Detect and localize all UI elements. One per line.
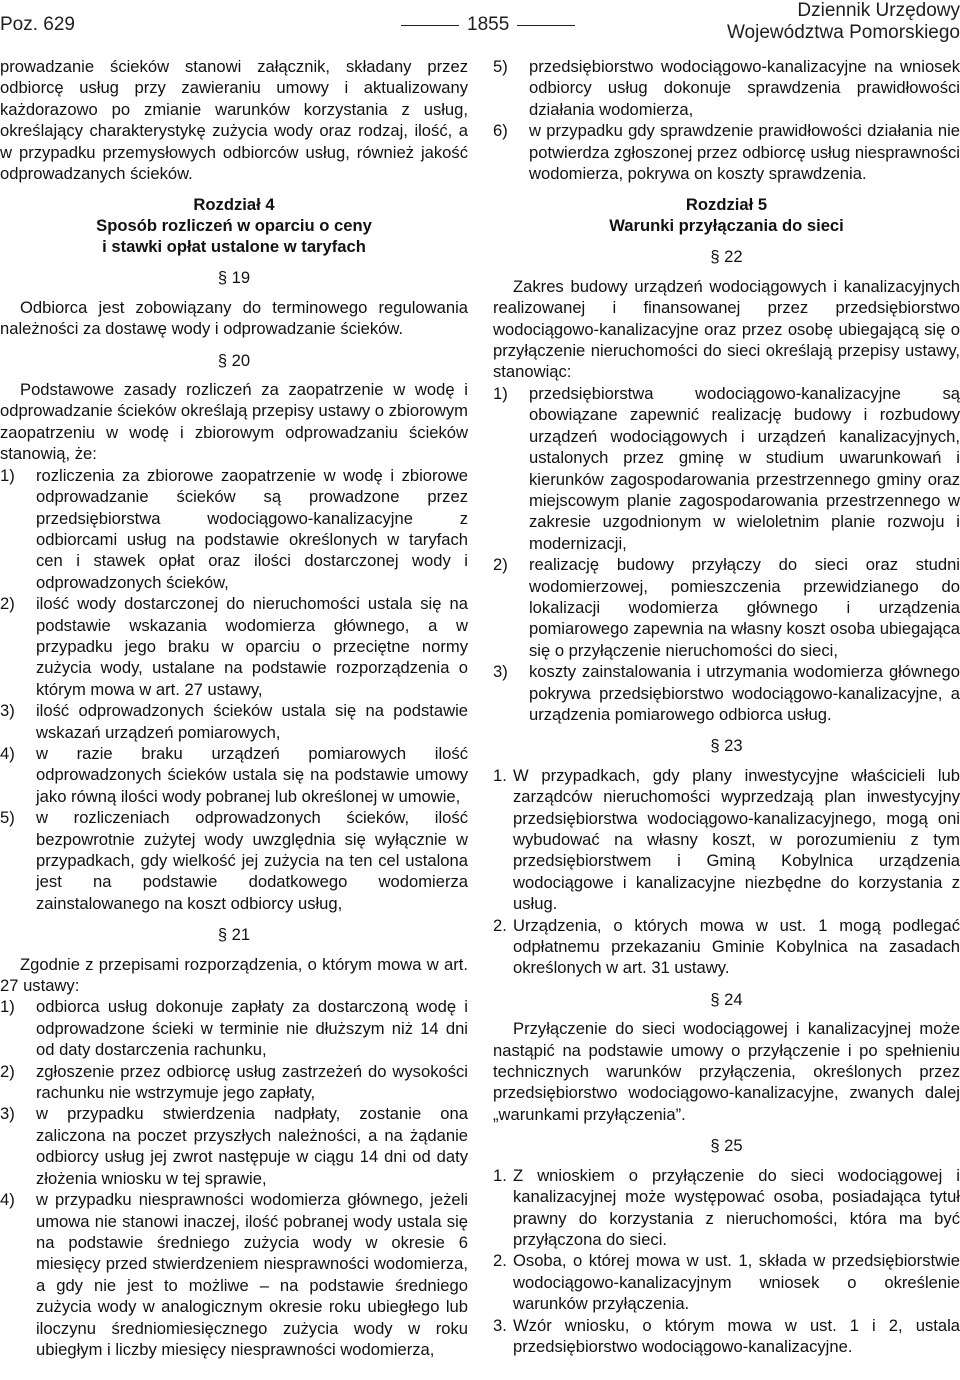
list-item: 4) w przypadku niesprawności wodomierza głównego, jeżeli umowa nie stanowi inaczej, ilość pobranej wody ustala się na podstawie średniego zużycia wody w okresie 6 miesięcy przed stwierdzeniem niesprawności wodomierza, a gdy nie jest to możliwe – na podstawie średniego zużycia wody w analogicznym okresie roku ubiegłego lub iloczynu średniomiesięcznego zużycia wody w roku ubiegłym i liczby miesięcy niesprawności wodomierza, (0, 1190, 468, 1359)
section-25-heading: § 25 (710, 1136, 743, 1156)
list-item: 3) koszty zainstalowania i utrzymania wodomierza głównego pokrywa przedsiębiorstwo wodociągowo-kanalizacyjne, a urządzenia pomiarowego odbiorca usług. (493, 662, 960, 724)
list-item: 3) ilość odprowadzonych ścieków ustala się na podstawie wskazań urządzeń pomiarowych, (0, 701, 468, 742)
section-22-heading: § 22 (710, 247, 743, 267)
list-item: 2) ilość wody dostarczonej do nieruchomości ustala się na podstawie wskazania wodomierza głównego, a w przypadku jego braku w oparciu o przeciętne normy zużycia wody, ustalane na podstawie rozporządzenia o którym mowa w art. 27 ustawy, (0, 594, 468, 699)
section-23-list (493, 765, 960, 979)
list-item: 1) rozliczenia za zbiorowe zaopatrzenie w wodę i zbiorowe odprowadzanie ścieków są prowadzone przez przedsiębiorstwa wodociągowo-kanalizacyjne z odbiorcami usług na podstawie określonych w taryfach cen i stawek opłat oraz ilości dostarczonej wody i odprowadzonych ścieków, (0, 465, 468, 592)
page-number-rule-right (517, 25, 575, 26)
section-20-list (0, 465, 468, 915)
section-24-heading: § 24 (710, 989, 743, 1009)
list-item: 3) w przypadku stwierdzenia nadpłaty, zostanie ona zaliczona na poczet przyszłych należności, a na żądanie odbiorcy usług jej zwrot następuje w ciągu 14 dni od daty złożenia wniosku w tej sprawie, (0, 1104, 468, 1188)
section-24-text: Przyłączenie do sieci wodociągowej i kanalizacyjnej może nastąpić na podstawie umowy o przyłączenie i po spełnieniu technicznych warunków przyłączenia, określonych przez przedsiębiorstwo wodociągowo-kanalizacyjne, zwanych dalej „warunkami przyłączenia”. (493, 1019, 960, 1124)
intro-paragraph: prowadzanie ścieków stanowi załącznik, składany przez odbiorcę usług przy zawieraniu umowy i aktualizowany każdorazowo po zmianie warunków korzystania z usług, określający charakterystykę zużycia wody oraz rodzaj, ilość, a w przypadku przemysłowych odbiorców usług, również jakość odprowadzanych ścieków. (0, 57, 468, 184)
list-item: 2) realizację budowy przyłączy do sieci oraz studni wodomierzowej, pomieszczenia przewidzianego do lokalizacji wodomierza głównego i urządzenia pomiarowego zapewnia na własny koszt osoba ubiegająca się o przyłączenie nieruchomości do sieci, (493, 555, 960, 660)
left-column (0, 56, 468, 1360)
right-column (493, 56, 960, 1357)
section-23-heading: § 23 (710, 736, 743, 756)
list-item: 1) przedsiębiorstwa wodociągowo-kanalizacyjne są obowiązane zapewnić realizację budowy i rozbudowy urządzeń wodociągowych i urządzeń kanalizacyjnych, ustalonych przez gminę w studium uwarunkowań i kierunków zagospodarowania przestrzennego gminy oraz miejscowym planie zagospodarowania przestrzennego w zakresie uzgodnionym w wieloletnim planie rozwoju i modernizacji, (493, 383, 960, 553)
list-item: 2. Urządzenia, o których mowa w ust. 1 mogą podlegać odpłatnemu przekazaniu Gminie Kobylnica na zasadach określonych w art. 31 ustawy. (493, 915, 960, 978)
journal-title-line1: Dziennik Urzędowy (797, 0, 960, 21)
section-21-list (0, 996, 468, 1360)
section-20-heading: § 20 (217, 350, 251, 370)
list-item: 3. Wzór wniosku, o którym mowa w ust. 1 i 2, ustala przedsiębiorstwo wodociągowo-kanalizacyjne. (493, 1315, 960, 1356)
list-item: 6) w przypadku gdy sprawdzenie prawidłowości działania nie potwierdza zgłoszonej przez odbiorcę usług niesprawności wodomierza, pokrywa on koszty sprawdzenia. (493, 121, 960, 184)
list-item: 1. Z wnioskiem o przyłączenie do sieci wodociągowej i kanalizacyjnej może występować osoba, posiadająca tytuł prawny do korzystania z nieruchomości, która ma być przyłączona do sieci. (493, 1165, 960, 1249)
section-22-text: Zakres budowy urządzeń wodociągowych i kanalizacyjnych realizowanej i finansowanej przez przedsiębiorstwo wodociągowo-kanalizacyjne oraz przez osobę ubiegającą się o przyłączenie nieruchomości do sieci określają przepisy ustawy, stanowiąc: (493, 276, 960, 382)
list-item: 5) przedsiębiorstwo wodociągowo-kanalizacyjne na wniosek odbiorcy usług dokonuje sprawdzenia prawidłowości działania wodomierza, (493, 57, 960, 119)
list-item: 5) w rozliczeniach odprowadzonych ścieków, ilość bezpowrotnie zużytej wody uwzględnia się wyłącznie w przypadkach, gdy wielkość jej zużycia na ten cel ustalona jest na podstawie dodatkowego wodomierza zainstalowanego na koszt odbiorcy usług, (0, 808, 468, 913)
chapter-4-subtitle-line1: Sposób rozliczeń w oparciu o ceny (96, 216, 372, 236)
chapter-5-title: Rozdział 5 (685, 195, 768, 215)
page-header (0, 0, 960, 46)
page-number-rule-left (401, 25, 459, 26)
chapter-4-heading (0, 194, 468, 257)
chapter-4-title: Rozdział 4 (193, 195, 275, 215)
chapter-5-heading (493, 194, 960, 236)
journal-title-line2: Województwa Pomorskiego (726, 22, 960, 43)
list-item: 1) odbiorca usług dokonuje zapłaty za dostarczoną wodę i odprowadzone ścieki w terminie nie dłuższym niż 14 dni od daty dostarczenia rachunku, (0, 997, 468, 1060)
chapter-5-subtitle: Warunki przyłączania do sieci (609, 216, 844, 236)
list-item: 4) w razie braku urządzeń pomiarowych ilość odprowadzonych ścieków ustala się na podstawie umowy jako równą ilości wody pobranej lub określonej w umowie, (0, 743, 468, 806)
section-19-heading: § 19 (217, 268, 251, 288)
section-19-text: Odbiorca jest zobowiązany do terminowego regulowania należności za dostawę wody i odprowadzanie ścieków. (0, 297, 468, 339)
page-number: 1855 (467, 14, 510, 35)
section-21-text: Zgodnie z przepisami rozporządzenia, o którym mowa w art. 27 ustawy: (0, 954, 468, 996)
list-item: 2. Osoba, o której mowa w ust. 1, składa w przedsiębiorstwie wodociągowo-kanalizacyjnym wniosek o określenie warunków przyłączenia. (493, 1251, 960, 1314)
page-number-block (393, 14, 583, 36)
chapter-4-subtitle-line2: i stawki opłat ustalone w taryfach (102, 237, 366, 257)
list-item: 2) zgłoszenie przez odbiorcę usług zastrzeżeń do wysokości rachunku nie wstrzymuje jego zapłaty, (0, 1061, 468, 1103)
section-21-list-continued (493, 56, 960, 184)
position-number: Poz. 629 (0, 14, 75, 35)
journal-title (727, 0, 960, 44)
list-item: 1. W przypadkach, gdy plany inwestycyjne właścicieli lub zarządców nieruchomości wyprzedzają plan inwestycyjny przedsiębiorstwa wodociągowo-kanalizacyjnego, mogą oni wybudować na własny koszt, w porozumieniu z tym przedsiębiorstwem i Gminą Kobylnica urządzenia wodociągowe i kanalizacyjne niezbędne do korzystania z usług. (493, 765, 960, 914)
section-21-heading: § 21 (217, 925, 251, 945)
section-20-text: Podstawowe zasady rozliczeń za zaopatrzenie w wodę i odprowadzanie ścieków określają przepisy ustawy o zbiorowym zaopatrzeniu w wodę i zbiorowym odprowadzaniu ścieków stanowią, że: (0, 380, 468, 464)
section-22-list (493, 383, 960, 726)
section-25-list (493, 1165, 960, 1358)
